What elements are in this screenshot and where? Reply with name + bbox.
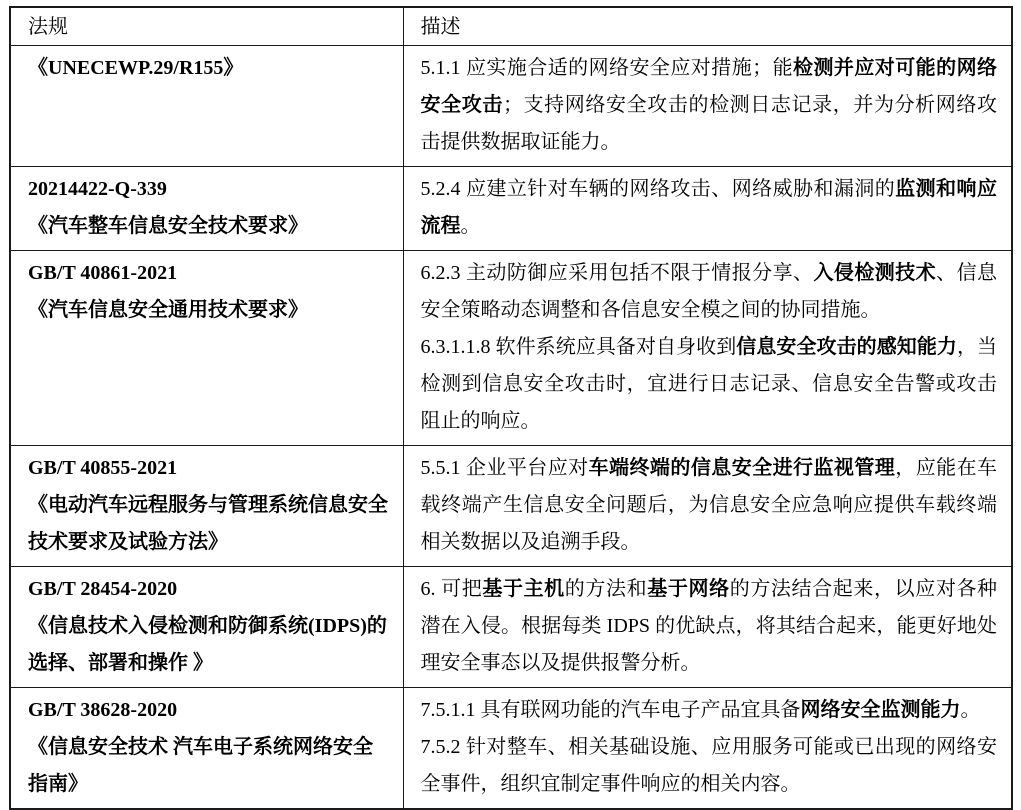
description-paragraph	[421, 171, 998, 245]
description-text-segment: ，应能在车载终端产生信息安全问题后，为信息安全应急响应提供车载终端相关数据以及追溯手段。	[420, 457, 998, 553]
table-row	[10, 167, 1012, 251]
regulation-line: 20214422-Q-339	[28, 178, 167, 200]
description-text-segment: 6.3.1.1.8 软件系统应具备对自身收到	[420, 336, 737, 358]
description-paragraph	[421, 50, 998, 161]
description-text-segment: 7.5.1.1 具有联网功能的汽车电子产品宜具备	[420, 699, 801, 721]
regulation-cell	[10, 567, 403, 688]
table-row	[10, 446, 1012, 567]
description-bold-segment: 检测并应对可能的网络安全攻击	[420, 57, 998, 116]
regulation-cell	[10, 251, 403, 446]
table-row	[10, 567, 1012, 688]
regulation-line: 《信息技术入侵检测和防御系统(IDPS)的选择、部署和操作 》	[28, 615, 387, 674]
description-paragraph	[421, 571, 998, 682]
description-text-segment: 。	[460, 215, 481, 237]
table-row	[10, 688, 1012, 810]
description-bold-segment: 车端终端的信息安全进行监视管理	[588, 457, 896, 479]
regulation-line: GB/T 38628-2020	[28, 699, 178, 721]
description-paragraph	[421, 729, 998, 803]
description-bold-segment: 入侵检测技术	[813, 262, 937, 284]
description-text-segment: 5.5.1 企业平台应对	[420, 457, 589, 479]
regulation-line: 《信息安全技术 汽车电子系统网络安全指南》	[28, 736, 373, 795]
regulation-line: GB/T 40861-2021	[28, 262, 178, 284]
description-bold-segment: 基于主机	[482, 578, 565, 600]
regulation-line: GB/T 28454-2020	[28, 578, 178, 600]
description-cell	[403, 446, 1012, 567]
description-cell	[403, 688, 1012, 810]
description-text-segment: 5.2.4 应建立针对车辆的网络攻击、网络威胁和漏洞的	[420, 178, 896, 200]
description-text-segment: 的方法结合起来，以应对各种潜在入侵。根据每类 IDPS 的优缺点，将其结合起来，能更好地处理安全事态以及提供报警分析。	[420, 578, 998, 674]
description-text-segment: 6.2.3 主动防御应采用包括不限于情报分享、	[420, 262, 814, 284]
description-paragraph	[421, 692, 998, 729]
description-paragraph	[421, 329, 998, 440]
regulation-line: 《汽车整车信息安全技术要求》	[28, 215, 308, 237]
table-header-row	[10, 7, 1012, 46]
description-text-segment: ，当检测到信息安全攻击时，宜进行日志记录、信息安全告警或攻击阻止的响应。	[420, 336, 998, 432]
regulation-cell	[10, 688, 403, 810]
regulation-cell	[10, 46, 403, 167]
description-cell	[403, 167, 1012, 251]
description-text-segment: 5.1.1 应实施合适的网络安全应对措施；能	[420, 57, 794, 79]
table-row	[10, 251, 1012, 446]
description-bold-segment: 基于网络	[647, 578, 730, 600]
description-bold-segment: 网络安全监测能力	[800, 699, 961, 721]
description-paragraph	[421, 255, 998, 329]
regulation-line: 《UNECEWP.29/R155》	[28, 57, 244, 79]
column-header-regulation: 法规	[10, 7, 403, 46]
description-cell	[403, 251, 1012, 446]
table-body	[10, 46, 1012, 810]
regulations-table	[9, 6, 1013, 810]
description-text-segment: ；支持网络安全攻击的检测日志记录，并为分析网络攻击提供数据取证能力。	[420, 94, 998, 153]
description-bold-segment: 信息安全攻击的感知能力	[736, 336, 957, 358]
regulation-cell	[10, 167, 403, 251]
description-text-segment: 的方法和	[564, 578, 648, 600]
description-text-segment: 7.5.2 针对整车、相关基础设施、应用服务可能或已出现的网络安全事件，组织宜制定事件响应的相关内容。	[420, 736, 997, 795]
regulation-cell	[10, 446, 403, 567]
table-row	[10, 46, 1012, 167]
description-text-segment: 、信息安全策略动态调整和各信息安全模之间的协同措施。	[420, 262, 998, 321]
description-paragraph	[421, 450, 998, 561]
description-cell	[403, 46, 1012, 167]
regulation-line: 《汽车信息安全通用技术要求》	[28, 299, 308, 321]
regulation-line: GB/T 40855-2021	[28, 457, 178, 479]
column-header-description: 描述	[403, 7, 1012, 46]
description-bold-segment: 监测和响应流程	[420, 178, 998, 237]
regulation-line: 《电动汽车远程服务与管理系统信息安全技术要求及试验方法》	[28, 494, 388, 553]
description-cell	[403, 567, 1012, 688]
description-text-segment: 6. 可把	[420, 578, 483, 600]
description-text-segment: 。	[960, 699, 981, 721]
